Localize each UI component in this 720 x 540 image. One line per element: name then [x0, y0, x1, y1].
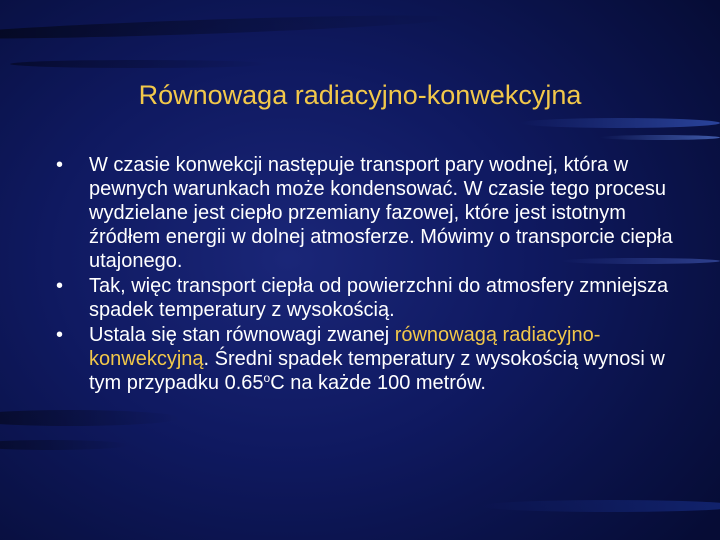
- highlighted-term: równowagą radiacyjno-konwekcyjną: [89, 324, 601, 370]
- background-streak: [520, 118, 720, 128]
- bullet-list: [56, 153, 676, 396]
- bullet-text: Tak, więc transport ciepła od powierzchni do atmosfery zmniejsza spadek temperatury z wysokością.: [89, 275, 669, 321]
- bullet-text-end: C na każde 100 metrów.: [270, 372, 486, 394]
- background-streak: [0, 11, 460, 43]
- bullet-icon: •: [56, 324, 64, 346]
- background-streak: [10, 60, 270, 68]
- bullet-text-start: Ustala się stan równowagi zwanej: [89, 324, 395, 346]
- bullet-item: [56, 323, 676, 395]
- background-streak: [0, 410, 180, 426]
- bullet-item: [56, 274, 676, 322]
- bullet-item: [56, 153, 676, 273]
- background-streak: [600, 135, 720, 140]
- background-streak: [0, 440, 130, 450]
- bullet-text: W czasie konwekcji następuje transport pary wodnej, która w pewnych warunkach może kondensować. W czasie tego procesu wydzielane jest ciepło przemiany fazowej, które jest istotnym źródłem energii w dolnej atmosferze. Mówimy o transporcie ciepła utajonego.: [89, 154, 673, 272]
- bullet-text-middle: . Średni spadek temperatury z wysokością wynosi w tym przypadku 0.65: [89, 348, 665, 394]
- bullet-icon: •: [56, 275, 64, 297]
- background-streak: [480, 500, 720, 512]
- slide-title: Równowaga radiacyjno-konwekcyjna: [138, 80, 582, 110]
- degree-superscript: o: [263, 371, 271, 385]
- bullet-icon: •: [56, 154, 64, 176]
